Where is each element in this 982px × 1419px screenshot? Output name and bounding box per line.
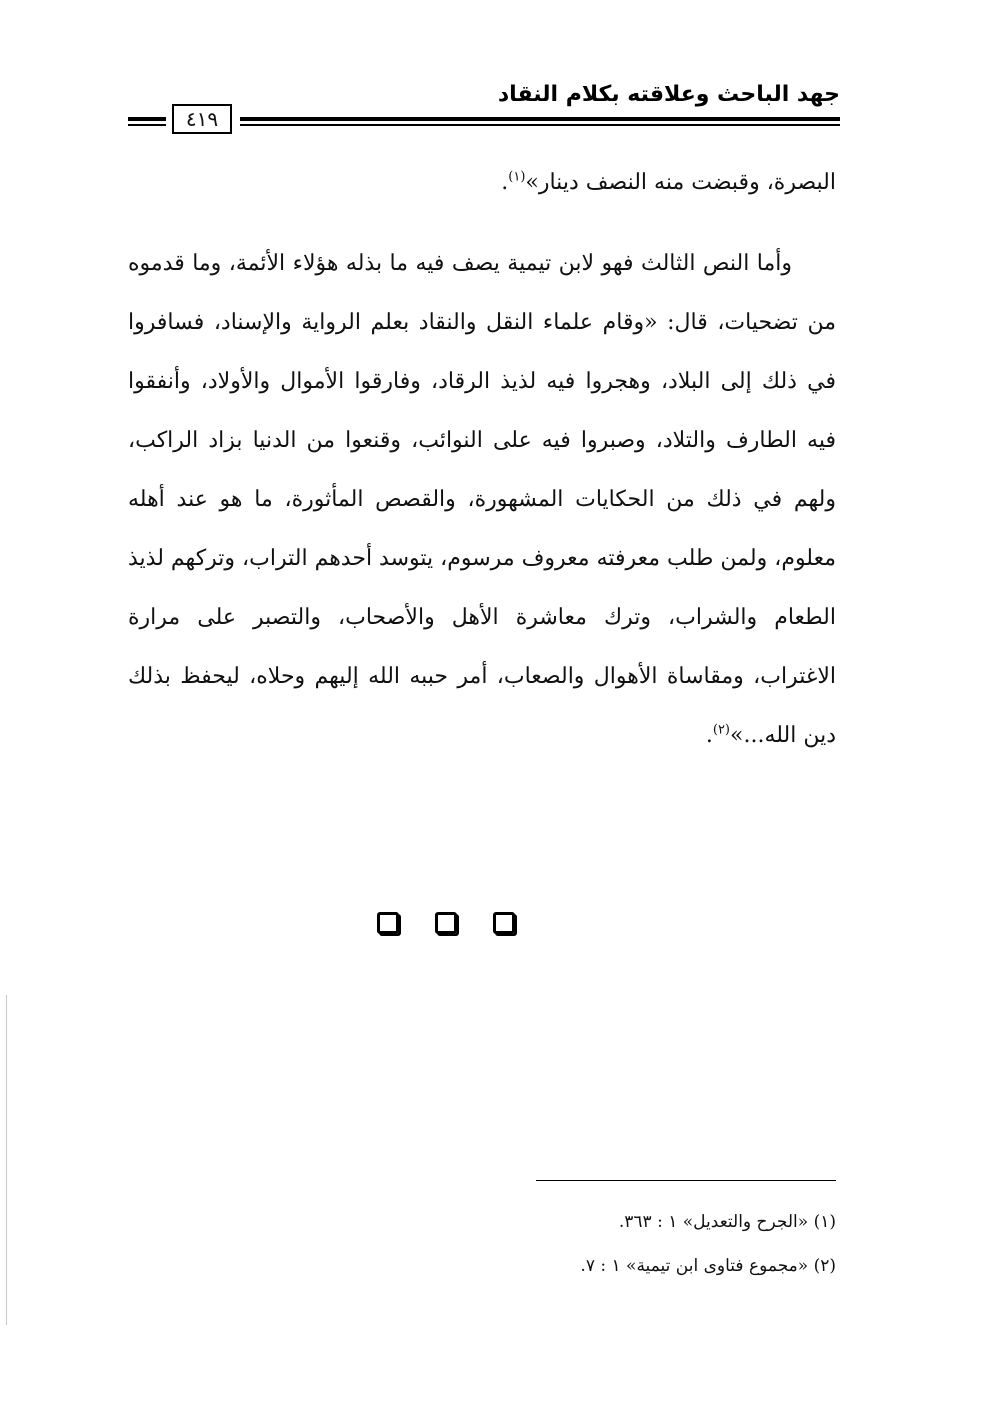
paragraph-2 bbox=[128, 234, 836, 765]
footnote-2: (٢) «مجموع فتاوى ابن تيمية» ١ : ٧. bbox=[580, 1256, 836, 1276]
paragraph-1-end: . bbox=[501, 170, 509, 195]
header-rule-short-thin bbox=[128, 124, 166, 126]
square-icon bbox=[377, 912, 399, 934]
footnote-1: (١) «الجرح والتعديل» ١ : ٣٦٣. bbox=[618, 1212, 836, 1232]
paragraph-1 bbox=[128, 153, 836, 212]
paragraph-2-text: وأما النص الثالث فهو لابن تيمية يصف فيه ما بذله هؤلاء الأئمة، وما قدموه من تضحيات، قال: «وقام علماء النقل والنقاد بعلم الرواية والإسناد، فسافروا في ذلك إلى البلاد، وهجروا فيه لذيذ الرقاد، وفارقوا الأموال والأولاد، وأنفقوا فيه الطارف والتلاد، وصبروا فيه على النوائب، وقنعوا من الدنيا بزاد الراكب، ولهم في ذلك من الحكايات المشهورة، والقصص المأثورة، ما هو عند أهله معلوم، ولمن طلب معرفته معروف مرسوم، يتوسد أحدهم التراب، وتركهم لذيذ الطعام والشراب، وترك معاشرة الأهل والأصحاب، والتصبر على مرارة الاغتراب، ومقاساة الأهوال والصعاب، أمر حببه الله إليهم وحلاه، ليحفظ بذلك دين الله...» bbox=[128, 251, 836, 748]
footnote-ref-1: (١) bbox=[508, 169, 526, 185]
body-text bbox=[128, 153, 836, 765]
footnote-separator bbox=[536, 1180, 836, 1181]
header-rule-thin bbox=[240, 124, 840, 126]
paragraph-1-text: البصرة، وقبضت منه النصف دينار» bbox=[525, 170, 836, 195]
section-end-marks bbox=[377, 912, 515, 934]
page-number: ٤١٩ bbox=[172, 104, 232, 134]
footnotes bbox=[316, 1200, 836, 1288]
square-icon bbox=[435, 912, 457, 934]
header-rule-thick bbox=[240, 117, 840, 121]
square-icon bbox=[493, 912, 515, 934]
paragraph-2-end: . bbox=[705, 723, 713, 748]
header-rule-short-thick bbox=[128, 117, 166, 121]
running-title: جهد الباحث وعلاقته بكلام النقاد bbox=[497, 82, 840, 107]
footnote-ref-2: (٢) bbox=[712, 722, 730, 738]
page-edge-line bbox=[6, 995, 7, 1325]
